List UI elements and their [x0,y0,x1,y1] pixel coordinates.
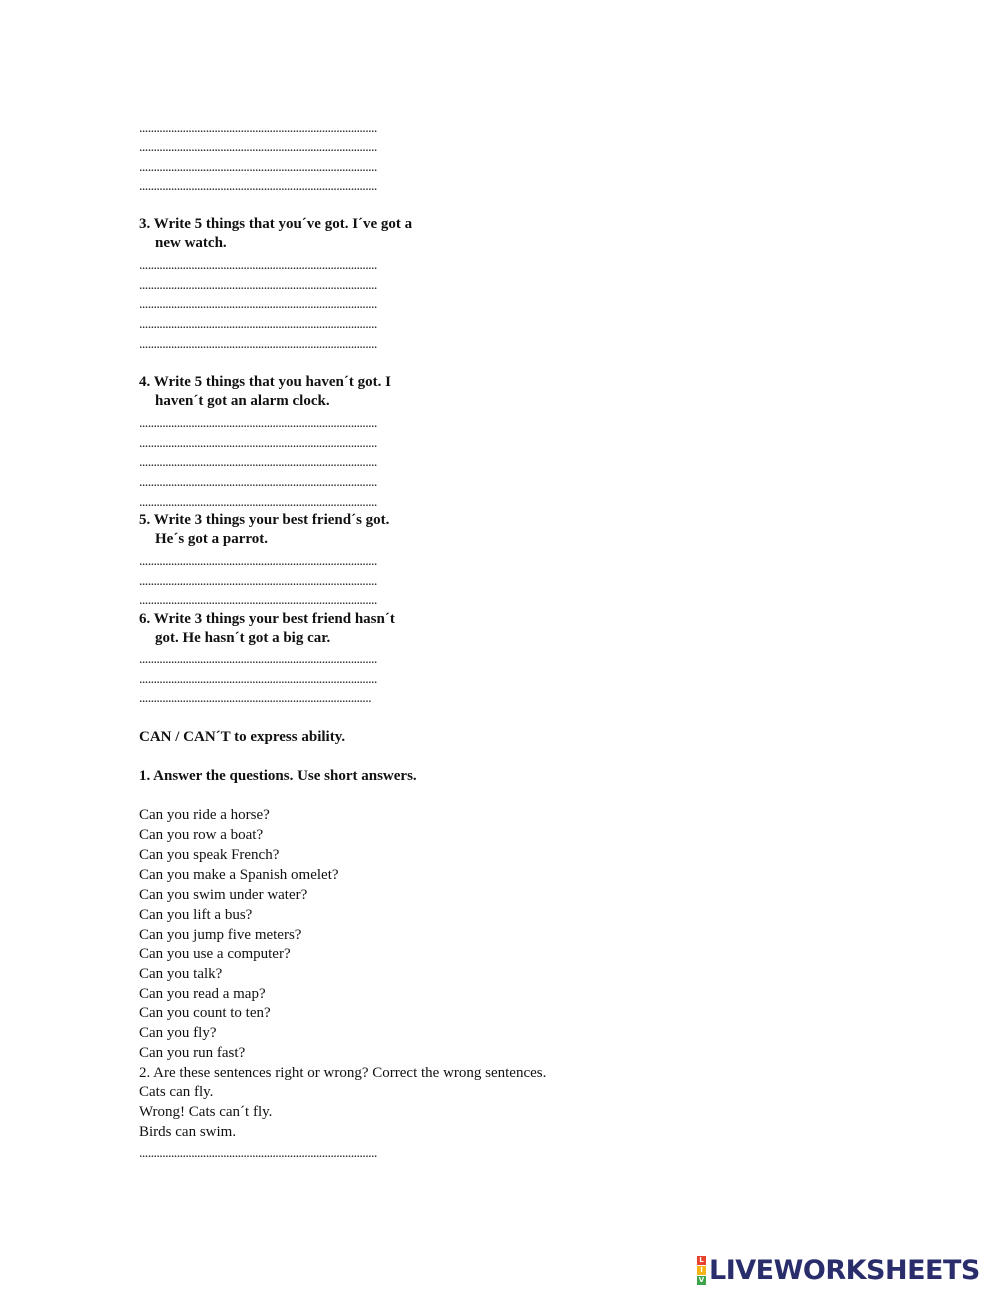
question-item: Can you lift a bus? [139,907,253,923]
question-item: Can you row a boat? [139,827,264,843]
question-4-line1: 4. Write 5 things that you haven´t got. I [139,374,391,390]
question-4-heading [139,373,391,411]
question-item: Can you jump five meters? [139,927,302,943]
question-3-heading [139,215,412,253]
answer-line[interactable]: .................................................................................. [139,495,377,510]
answer-line[interactable]: ................................................................................ [139,691,372,706]
question-5-line1: 5. Write 3 things your best friend´s got. [139,512,390,528]
liveworksheets-logo [697,1255,980,1286]
answer-line[interactable]: .................................................................................. [139,455,377,470]
logo-blocks-icon [697,1256,706,1285]
question-item: Can you fly? [139,1025,217,1041]
question-3-line2: new watch. [155,235,227,251]
answer-line[interactable]: .................................................................................. [139,652,377,667]
answer-line[interactable]: .................................................................................. [139,475,377,490]
exercise-2-instruction: 2. Are these sentences right or wrong? Correct the wrong sentences. [139,1065,547,1081]
answer-line[interactable]: .................................................................................. [139,297,377,312]
answer-line[interactable]: .................................................................................. [139,672,377,687]
answer-line[interactable]: .................................................................................. [139,179,377,194]
exercise-1-instruction: 1. Answer the questions. Use short answers. [139,768,417,784]
logo-block: V [698,1276,705,1284]
question-item: Can you make a Spanish omelet? [139,867,339,883]
question-item: Can you swim under water? [139,887,308,903]
question-item: Can you count to ten? [139,1005,271,1021]
example-sentence: Cats can fly. [139,1084,214,1100]
example-answer: Wrong! Cats can´t fly. [139,1104,273,1120]
question-item: Can you read a map? [139,986,266,1002]
answer-line[interactable]: .................................................................................. [139,278,377,293]
section-title-can: CAN / CAN´T to express ability. [139,729,346,745]
answer-line[interactable]: .................................................................................. [139,436,377,451]
question-3-line1: 3. Write 5 things that you´ve got. I´ve got a [139,216,413,232]
answer-line[interactable]: .................................................................................. [139,337,377,352]
answer-line[interactable]: .................................................................................. [139,258,377,273]
question-item: Can you run fast? [139,1045,246,1061]
answer-line[interactable]: .................................................................................. [139,1146,377,1161]
answer-line[interactable]: .................................................................................. [139,317,377,332]
logo-text: LIVEWORKSHEETS [709,1255,980,1286]
question-6-line1: 6. Write 3 things your best friend hasn´t [139,611,395,627]
question-item: Can you talk? [139,966,223,982]
answer-line[interactable]: .................................................................................. [139,140,377,155]
question-6-line2: got. He hasn´t got a big car. [155,630,331,646]
answer-line[interactable]: .................................................................................. [139,121,377,136]
question-5-line2: He´s got a parrot. [155,531,269,547]
sentence-item: Birds can swim. [139,1124,237,1140]
question-item: Can you speak French? [139,847,280,863]
question-item: Can you use a computer? [139,946,291,962]
logo-block: L [697,1256,706,1265]
answer-line[interactable]: .................................................................................. [139,593,377,608]
question-6-heading [139,610,395,648]
answer-line[interactable]: .................................................................................. [139,554,377,569]
answer-line[interactable]: .................................................................................. [139,160,377,175]
question-4-line2: haven´t got an alarm clock. [155,393,330,409]
answer-line[interactable]: .................................................................................. [139,416,377,431]
question-5-heading [139,511,389,549]
logo-block: I [697,1266,706,1275]
answer-line[interactable]: .................................................................................. [139,574,377,589]
question-item: Can you ride a horse? [139,807,270,823]
